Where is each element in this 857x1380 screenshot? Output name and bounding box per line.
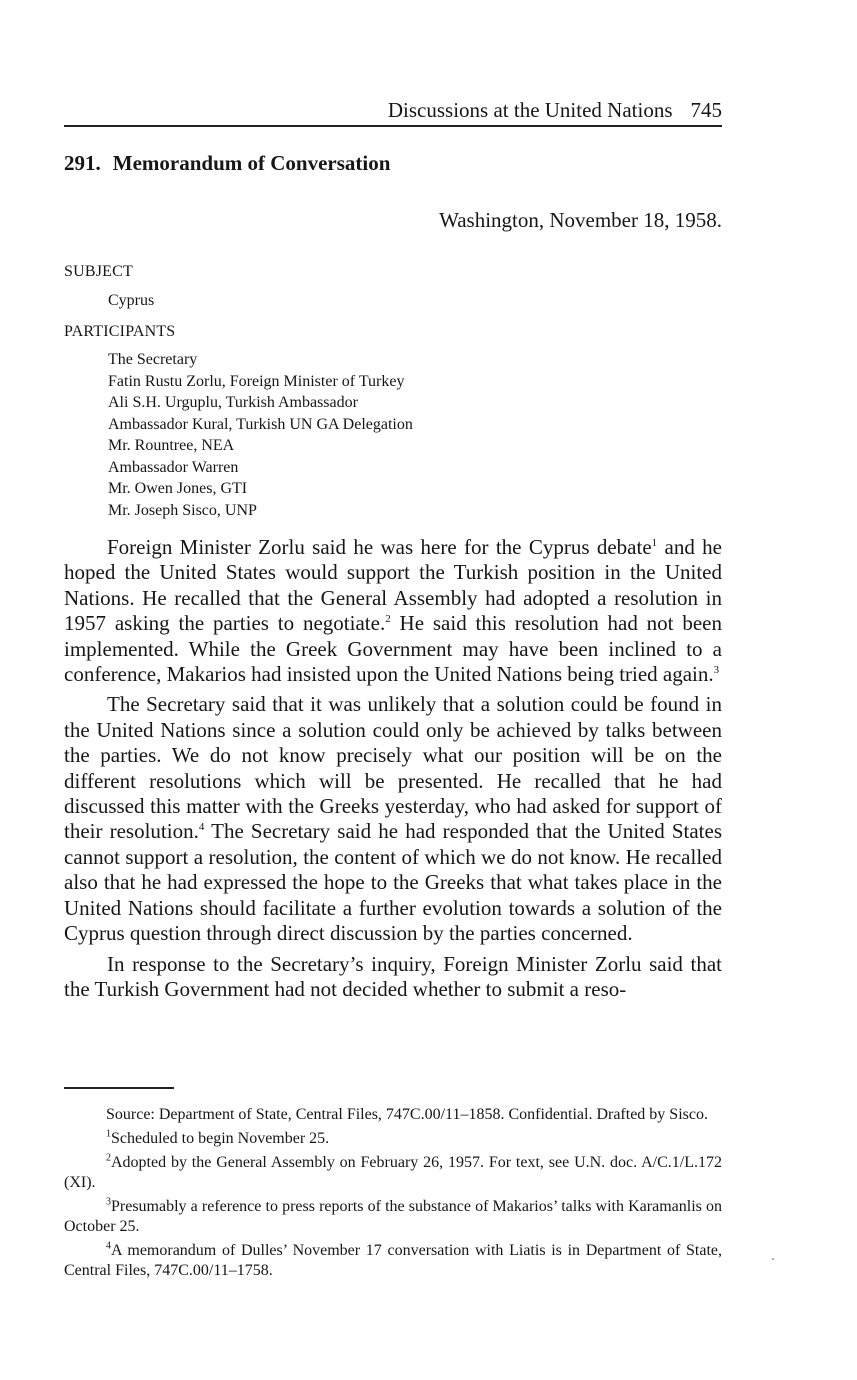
text-run: He said this resolution had not been implemented. While the Greek Government may have been inclined to a conference, Makarios had insisted upon the United Nations being tried again. — [64, 611, 722, 687]
footnote-mark: 2 — [106, 1152, 111, 1164]
participant-item: Ambassador Warren — [108, 458, 239, 476]
text-run: The Secretary said that it was unlikely that a solution could be found in the United Nations since a solution could only be achieved by talks between the parties. We do not know precisely what our position will be on the different resolutions which will be presented. He recalled that he had discussed this matter with the Greeks yesterday, who had asked for support of their resolution. — [64, 692, 722, 844]
page-number: 745 — [690, 98, 722, 122]
document-number: 291. — [64, 151, 101, 175]
document-title: Memorandum of Conversation — [112, 151, 391, 175]
footnote-text: Presumably a reference to press reports of the substance of Makarios’ talks with Karamanlis on October 25. — [64, 1198, 722, 1235]
participants-label: PARTICIPANTS — [64, 323, 176, 340]
paragraph-2 — [64, 692, 722, 946]
participant-item: Ambassador Kural, Turkish UN GA Delegation — [108, 415, 413, 433]
dateline: Washington, November 18, 1958. — [439, 208, 722, 232]
footnotes — [64, 1105, 722, 1285]
footnote-ref-1[interactable]: 1 — [651, 537, 658, 549]
footnote-2 — [64, 1153, 722, 1193]
source-note: Source: Department of State, Central Files, 747C.00/11–1858. Confidential. Drafted by Sisco. — [106, 1106, 708, 1123]
body-text — [64, 535, 722, 1002]
footnote-ref-4[interactable]: 4 — [198, 821, 205, 834]
running-header — [64, 97, 722, 123]
footnote-1 — [64, 1129, 722, 1149]
participant-item: Fatin Rustu Zorlu, Foreign Minister of Turkey — [108, 372, 405, 390]
footnote-ref-3[interactable]: 3 — [713, 664, 720, 677]
header-rule — [64, 125, 722, 127]
participant-item: Ali S.H. Urguplu, Turkish Ambassador — [108, 394, 358, 411]
footnote-mark: 4 — [106, 1240, 111, 1252]
participants-list — [108, 349, 413, 521]
footnote-mark: 1 — [106, 1128, 111, 1140]
subject-value: Cyprus — [108, 292, 155, 309]
footnote-3 — [64, 1197, 722, 1237]
participant-item: Mr. Joseph Sisco, UNP — [108, 501, 257, 519]
participant-item: The Secretary — [108, 351, 198, 368]
footnote-mark: 3 — [106, 1196, 111, 1208]
footnote-rule — [64, 1087, 174, 1089]
paragraph-3: In response to the Secretary’s inquiry, Foreign Minister Zorlu said that the Turkish Government had not decided whether to submit a reso- — [64, 951, 722, 1001]
footnote-text: Scheduled to begin November 25. — [111, 1130, 330, 1147]
participant-item: Mr. Rountree, NEA — [108, 437, 235, 454]
participant-item: Mr. Owen Jones, GTI — [108, 480, 248, 497]
footnote-ref-2[interactable]: 2 — [385, 613, 391, 626]
paragraph-1 — [64, 535, 722, 687]
footnote-text: A memorandum of Dulles’ November 17 conversation with Liatis is in Department of State, Central Files, 747C.00/11–1758. — [64, 1242, 722, 1279]
subject-label: SUBJECT — [64, 263, 133, 280]
footnote-text: Adopted by the General Assembly on February 26, 1957. For text, see U.N. doc. A/C.1/L.172 (XI). — [64, 1154, 722, 1191]
text-run: The Secretary said he had responded that the United States cannot support a resolution, the content of which we do not know. He recalled also that he had expressed the hope to the Greeks that what takes place in the United Nations should facilitate a further evolution towards a solution of the Cyprus question through direct discussion by the parties concerned. — [64, 819, 722, 946]
text-run: Foreign Minister Zorlu said he was here for the Cyprus debate — [107, 535, 652, 559]
document-heading — [64, 150, 390, 176]
footnote-4 — [64, 1241, 722, 1281]
text-run: and he hoped the United States would support the Turkish position in the United Nations. He recalled that the General Assembly had adopted a resolution in 1957 asking the parties to negotiate. — [64, 535, 722, 636]
running-title: Discussions at the United Nations — [387, 98, 673, 122]
scan-speck — [772, 1258, 774, 1260]
